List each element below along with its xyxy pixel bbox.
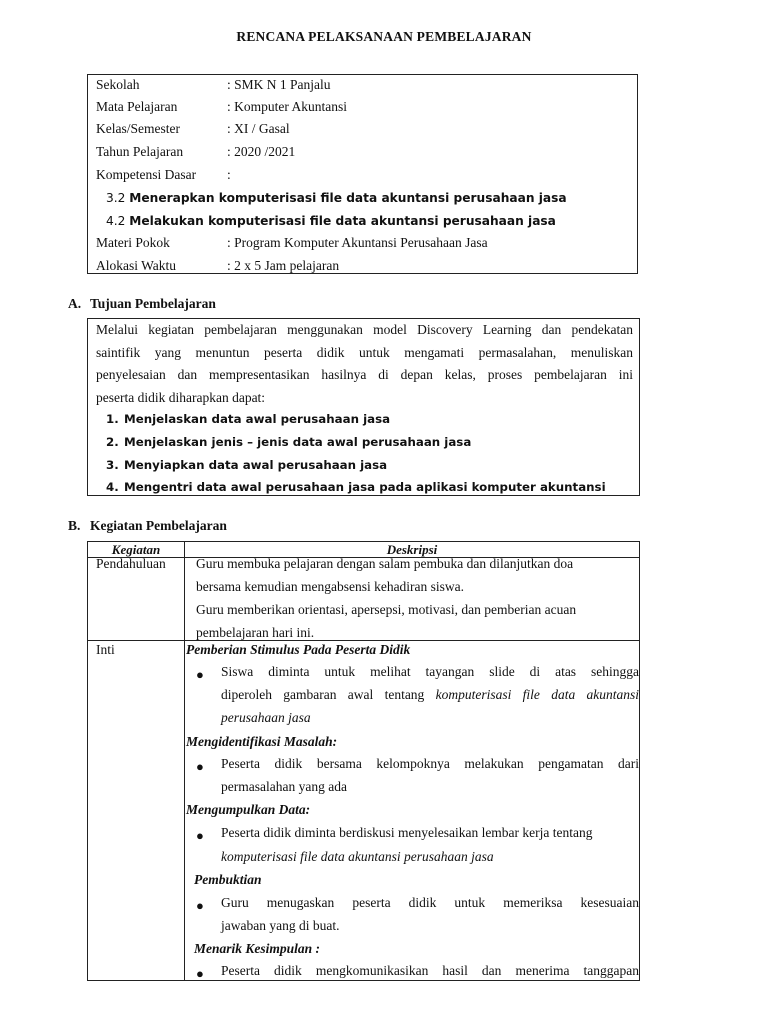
bullet-icon: ● <box>196 759 204 774</box>
goal-item: 3. Menyiapkan data awal perusahaan jasa <box>106 458 388 472</box>
inti-line: jawaban yang di buat. <box>221 918 340 933</box>
inti-heading-pembuktian: Pembuktian <box>194 872 262 887</box>
goal-item: 4. Mengentri data awal perusahaan jasa pada aplikasi komputer akuntansi <box>106 480 606 494</box>
inti-line: Siswa diminta untuk melihat tayangan slide di atas sehingga <box>221 664 639 679</box>
inti-heading-stimulus: Pemberian Stimulus Pada Peserta Didik <box>186 642 411 657</box>
identity-row-tahun: Tahun Pelajaran : 2020 /2021 <box>96 144 296 159</box>
inti-line: permasalahan yang ada <box>221 779 347 794</box>
identity-row-kd: Kompetensi Dasar : <box>96 167 231 182</box>
activity-table <box>87 541 640 981</box>
column-header-kegiatan: Kegiatan <box>111 542 161 557</box>
row-label-pendahuluan: Pendahuluan <box>96 556 166 571</box>
inti-heading-mengumpulkan: Mengumpulkan Data: <box>186 802 311 817</box>
inti-line: Peserta didik diminta berdiskusi menyelesaikan lembar kerja tentang <box>221 825 593 840</box>
inti-heading-identifikasi: Mengidentifikasi Masalah: <box>186 734 338 749</box>
goal-item: 2. Menjelaskan jenis – jenis data awal perusahaan jasa <box>106 435 472 449</box>
row-divider <box>88 640 639 641</box>
pendahuluan-line: Guru membuka pelajaran dengan salam pembuka dan dilanjutkan doa <box>196 556 574 571</box>
identity-row-mapel: Mata Pelajaran : Komputer Akuntansi <box>96 99 347 114</box>
section-a-heading: A. Tujuan Pembelajaran <box>68 296 216 311</box>
column-divider <box>184 542 185 980</box>
kd-item: 4.2 Melakukan komputerisasi file data akuntansi perusahaan jasa <box>106 214 556 228</box>
bullet-icon: ● <box>196 828 204 843</box>
inti-line: perusahaan jasa <box>221 710 311 725</box>
bullet-icon: ● <box>196 898 204 913</box>
section-b-heading: B. Kegiatan Pembelajaran <box>68 518 227 533</box>
inti-line: Guru menugaskan peserta didik untuk memeriksa kesesuaian <box>221 895 639 910</box>
inti-line: diperoleh gambaran awal tentang komputerisasi file data akuntansi <box>221 687 639 702</box>
inti-line: Peserta didik mengkomunikasikan hasil dan menerima tanggapan <box>221 963 639 978</box>
inti-line: Peserta didik bersama kelompoknya melakukan pengamatan dari <box>221 756 639 771</box>
tujuan-box <box>87 318 640 496</box>
identity-row-kelas: Kelas/Semester : XI / Gasal <box>96 121 290 136</box>
identity-row-alokasi: Alokasi Waktu : 2 x 5 Jam pelajaran <box>96 258 340 273</box>
column-header-deskripsi: Deskripsi <box>386 542 438 557</box>
kd-item: 3.2 Menerapkan komputerisasi file data akuntansi perusahaan jasa <box>106 191 567 205</box>
identity-row-sekolah: Sekolah : SMK N 1 Panjalu <box>96 77 331 92</box>
pendahuluan-line: Guru memberikan orientasi, apersepsi, motivasi, dan pemberian acuan <box>196 602 577 617</box>
pendahuluan-line: bersama kemudian mengabsensi kehadiran siswa. <box>196 579 465 594</box>
inti-line: komputerisasi file data akuntansi perusahaan jasa <box>221 849 494 864</box>
page-title: RENCANA PELAKSANAAN PEMBELAJARAN <box>236 29 532 44</box>
pendahuluan-line: pembelajaran hari ini. <box>196 625 315 640</box>
identity-row-materi: Materi Pokok : Program Komputer Akuntansi Perusahaan Jasa <box>96 235 488 250</box>
bullet-icon: ● <box>196 667 204 682</box>
tujuan-paragraph: Melalui kegiatan pembelajaran menggunakan model Discovery Learning dan pendekatan saintifik yang menuntun peserta didik untuk mengamati permasalahan, menuliskan penyelesaian dan mempresentasikan hasilnya di depan kelas, proses pembelajaran ini peserta didik diharapkan dapat: <box>96 322 633 405</box>
row-label-inti: Inti <box>96 642 115 657</box>
inti-heading-kesimpulan: Menarik Kesimpulan : <box>194 941 321 956</box>
goal-item: 1. Menjelaskan data awal perusahaan jasa <box>106 412 391 426</box>
identity-box <box>87 74 638 274</box>
bullet-icon: ● <box>196 966 204 981</box>
